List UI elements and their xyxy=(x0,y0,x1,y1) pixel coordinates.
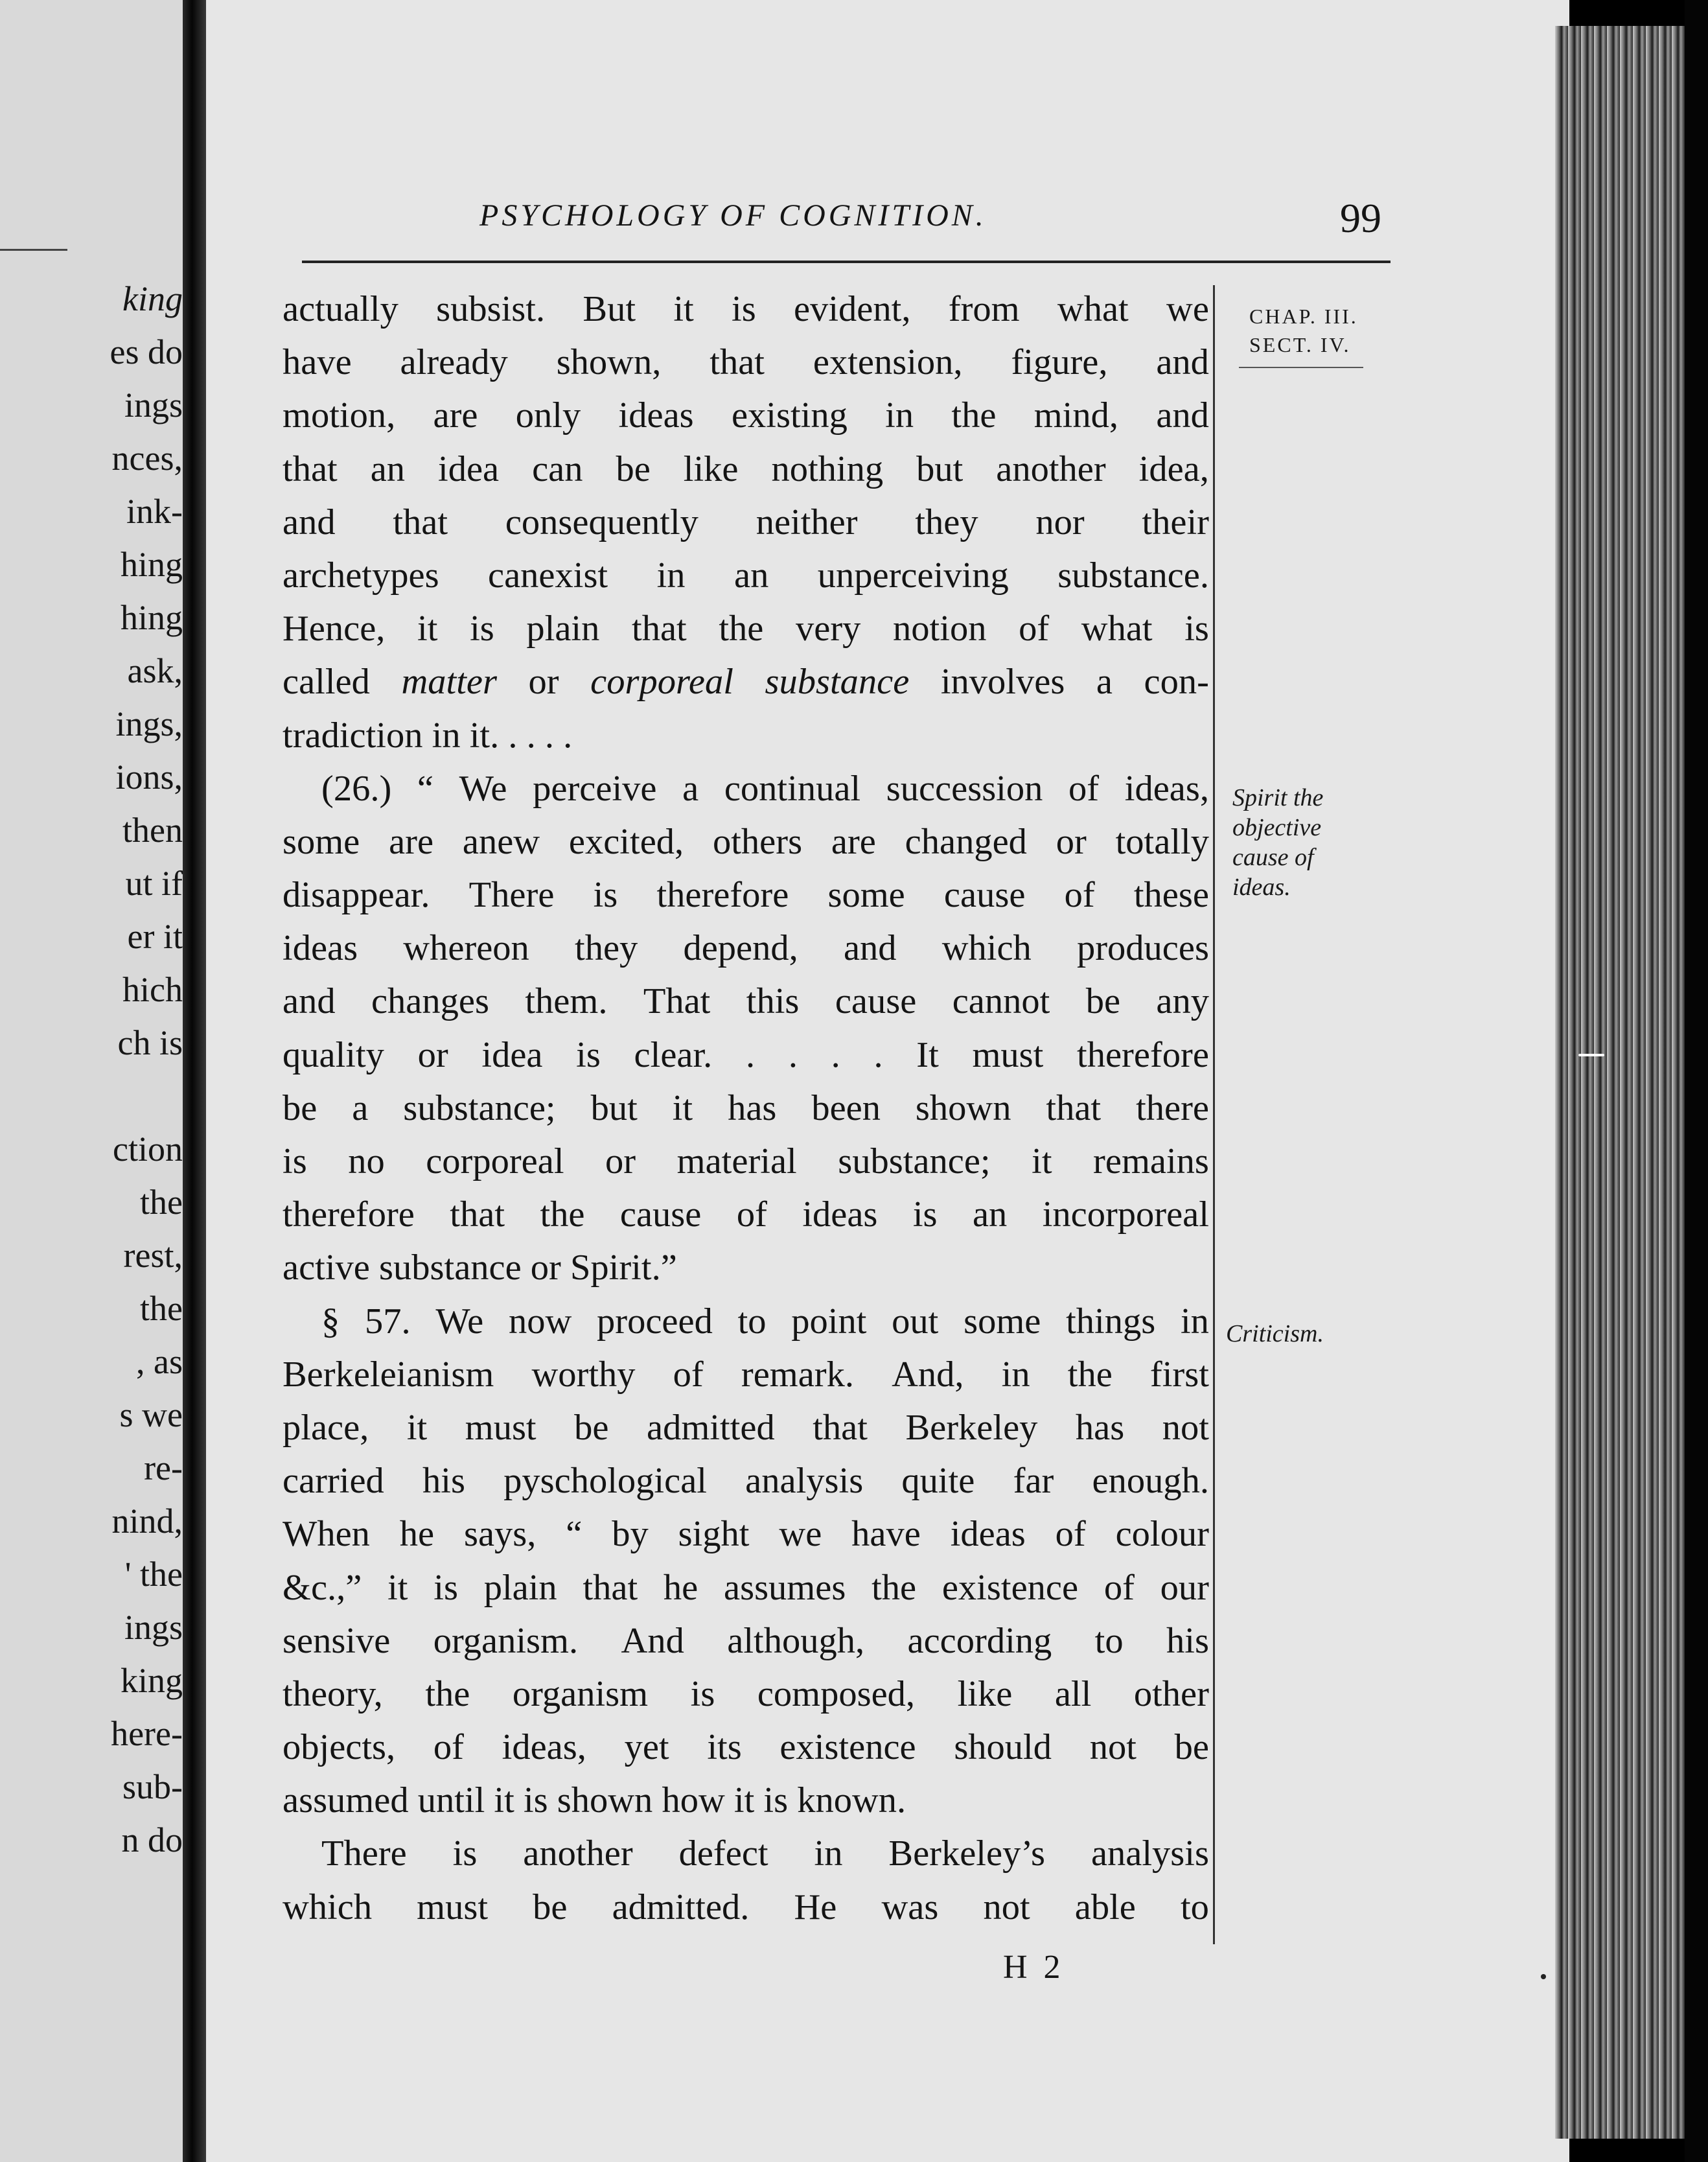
text-line: Berkeleianism worthy of remark. And, in the first xyxy=(283,1354,1209,1395)
text-line: archetypes canexist in an unperceiving substance. xyxy=(283,555,1209,596)
text-line: that an idea can be like nothing but another idea, xyxy=(283,448,1209,489)
book-gutter xyxy=(183,0,206,2162)
text-line: some are anew excited, others are changed or totally xyxy=(283,821,1209,862)
left-page-line xyxy=(110,1069,183,1122)
text-line: be a substance; but it has been shown that there xyxy=(283,1087,1209,1128)
text-line: theory, the organism is composed, like all other xyxy=(283,1673,1209,1714)
text-line: ideas whereon they depend, and which produces xyxy=(283,928,1209,969)
header-rule xyxy=(302,261,1391,263)
left-page-line: , as xyxy=(136,1342,183,1381)
margin-vertical-rule xyxy=(1213,285,1215,1944)
sidenote-criticism: Criticism. xyxy=(1226,1320,1324,1347)
text-line: When he says, “ by sight we have ideas of colour xyxy=(283,1514,1209,1555)
sidenote-spirit xyxy=(1232,783,1323,902)
text-line: and that consequently neither they nor their xyxy=(283,502,1209,542)
text-line: objects, of ideas, yet its existence should not be xyxy=(283,1727,1209,1768)
chapter-section-note xyxy=(1249,302,1358,359)
sidenote-line: ideas. xyxy=(1232,874,1291,901)
left-page-line: hing xyxy=(120,598,183,637)
left-page-rule xyxy=(0,249,67,251)
text-line: assumed until it is shown how it is known. xyxy=(283,1780,906,1821)
left-page-line: ings xyxy=(124,386,183,424)
left-page-line: king xyxy=(120,1661,183,1700)
left-page-line: king xyxy=(122,279,183,318)
text-line: and changes them. That this cause cannot be any xyxy=(283,981,1209,1022)
left-page-line: sub- xyxy=(122,1767,183,1806)
left-page-line: nind, xyxy=(111,1502,183,1540)
left-page-line: rest, xyxy=(123,1236,183,1275)
left-page-line: s we xyxy=(119,1395,183,1434)
sidenote-line: cause of xyxy=(1232,844,1314,871)
sidenote-line: objective xyxy=(1232,814,1322,841)
scan-speck xyxy=(1541,1974,1546,1979)
text-line: actually subsist. But it is evident, from what we xyxy=(283,289,1209,329)
text-line: motion, are only ideas existing in the mind, and xyxy=(283,395,1209,436)
text-line: § 57. We now proceed to point out some things in xyxy=(321,1301,1209,1342)
left-page-line: re- xyxy=(144,1448,183,1487)
text-line: sensive organism. And although, according to his xyxy=(283,1620,1209,1661)
page-number: 99 xyxy=(1340,195,1381,241)
left-page-line: ink- xyxy=(126,492,183,531)
text-line: disappear. There is therefore some cause of these xyxy=(283,875,1209,916)
text-line: carried his pyschological analysis quite far enough. xyxy=(283,1461,1209,1502)
scan-border xyxy=(1685,0,1708,2162)
left-page-line: nces, xyxy=(111,439,183,478)
text-line: called matter or corporeal substance involves a con- xyxy=(283,662,1209,703)
book-page-edges xyxy=(1555,26,1685,2139)
left-page-line: ask, xyxy=(127,651,183,690)
text-line: Hence, it is plain that the very notion of what is xyxy=(283,609,1209,649)
signature-mark: H 2 xyxy=(1003,1949,1065,1986)
left-page-line: ction xyxy=(113,1130,183,1168)
left-page-text xyxy=(3,272,183,1866)
text-line: There is another defect in Berkeley’s analysis xyxy=(321,1833,1209,1874)
left-page-line: hing xyxy=(120,545,183,584)
left-page-line: the xyxy=(140,1183,183,1222)
text-line: (26.) “ We perceive a continual succession of ideas, xyxy=(321,768,1209,809)
text-line: which must be admitted. He was not able to xyxy=(283,1887,1209,1927)
text-line: is no corporeal or material substance; it remains xyxy=(283,1141,1209,1181)
left-page-line: ch is xyxy=(117,1023,183,1062)
left-page-line: ions, xyxy=(115,758,183,796)
text-line: quality or idea is clear. . . . . It must therefore xyxy=(283,1034,1209,1075)
left-page-line: hich xyxy=(122,970,183,1009)
text-line: place, it must be admitted that Berkeley has not xyxy=(283,1407,1209,1448)
left-page-line: ut if xyxy=(125,864,183,903)
text-line: have already shown, that extension, figure, and xyxy=(283,342,1209,383)
running-head: PSYCHOLOGY OF COGNITION. xyxy=(479,198,987,233)
left-facing-page xyxy=(0,0,183,2162)
text-line: active substance or Spirit.” xyxy=(283,1248,677,1288)
body-text xyxy=(283,283,1209,1934)
left-page-line: ' the xyxy=(124,1555,183,1594)
left-page-line: the xyxy=(140,1289,183,1328)
text-line: tradiction in it. . . . . xyxy=(283,715,573,756)
left-page-line: es do xyxy=(110,332,183,371)
sidenote-rule xyxy=(1239,367,1363,368)
text-line: therefore that the cause of ideas is an incorporeal xyxy=(283,1194,1209,1235)
left-page-line: ings, xyxy=(115,704,183,743)
left-page-line: n do xyxy=(121,1820,183,1859)
scan-speck xyxy=(1578,1054,1604,1056)
sidenote-line: Spirit the xyxy=(1232,784,1324,811)
left-page-line: er it xyxy=(127,917,183,956)
left-page-line: here- xyxy=(111,1714,183,1753)
section-label: SECT. IV. xyxy=(1249,333,1351,356)
left-page-line: ings xyxy=(124,1608,183,1647)
text-line: &c.,” it is plain that he assumes the existence of our xyxy=(283,1567,1209,1608)
left-page-line: then xyxy=(122,811,183,850)
chapter-label: CHAP. III. xyxy=(1249,305,1358,328)
